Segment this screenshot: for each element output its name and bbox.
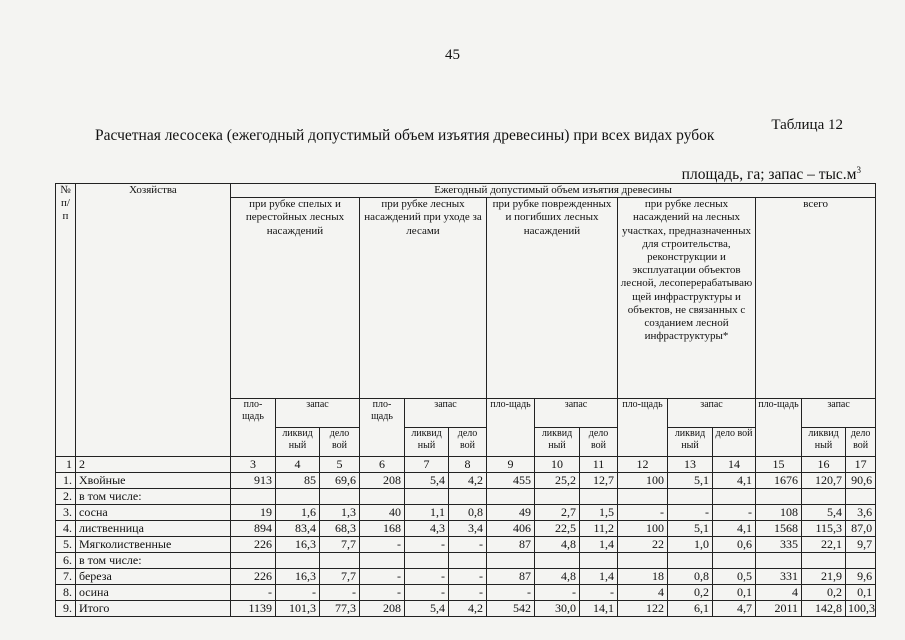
cell-value: 100,3 <box>846 601 876 617</box>
cell-value: 17 <box>846 457 876 473</box>
liquid-header: ликвид ный <box>405 428 449 457</box>
header-span: Ежегодный допустимый объем изъятия древесины <box>231 184 876 198</box>
cell-value: 913 <box>231 473 276 489</box>
cell-value: 9,6 <box>846 569 876 585</box>
cell-value <box>756 489 802 505</box>
row-farm-name: в том числе: <box>76 489 231 505</box>
cell-value: 455 <box>487 473 535 489</box>
cell-value: 120,7 <box>802 473 846 489</box>
cell-value: 12 <box>618 457 668 473</box>
cell-value <box>713 489 756 505</box>
cell-value: 2011 <box>756 601 802 617</box>
cell-value: - <box>668 505 713 521</box>
cell-value: 0,8 <box>668 569 713 585</box>
cell-value: 108 <box>756 505 802 521</box>
cell-value: 2,7 <box>535 505 580 521</box>
cell-value: 101,3 <box>276 601 320 617</box>
cell-value <box>668 489 713 505</box>
table-row <box>56 601 876 617</box>
cell-value: 4,2 <box>449 601 487 617</box>
cell-value: 226 <box>231 537 276 553</box>
cell-value: 40 <box>360 505 405 521</box>
cell-value: 0,8 <box>449 505 487 521</box>
table-label: Таблица 12 <box>771 117 843 133</box>
cell-value: 4,8 <box>535 569 580 585</box>
stock-header: запас <box>276 399 360 428</box>
row-farm-name: осина <box>76 585 231 601</box>
cell-value: 4 <box>756 585 802 601</box>
cell-value: 100 <box>618 473 668 489</box>
cell-value: 7,7 <box>320 537 360 553</box>
cell-value: 85 <box>276 473 320 489</box>
cell-value: 4,7 <box>713 601 756 617</box>
cell-value: 22 <box>618 537 668 553</box>
cell-value: 21,9 <box>802 569 846 585</box>
cell-value: 18 <box>618 569 668 585</box>
cell-value: - <box>535 585 580 601</box>
cell-value: 25,2 <box>535 473 580 489</box>
row-farm-name: в том числе: <box>76 553 231 569</box>
table-body <box>56 457 876 617</box>
cell-value: - <box>618 505 668 521</box>
cell-value <box>276 553 320 569</box>
cell-value: 226 <box>231 569 276 585</box>
cell-value <box>535 489 580 505</box>
cell-value: 15 <box>756 457 802 473</box>
cell-value <box>802 489 846 505</box>
row-number: 3. <box>56 505 76 521</box>
row-number: 9. <box>56 601 76 617</box>
table-row <box>56 585 876 601</box>
cell-value: 5,4 <box>802 505 846 521</box>
area-header: пло-щадь <box>756 399 802 457</box>
cell-value: 1139 <box>231 601 276 617</box>
cell-value: 1676 <box>756 473 802 489</box>
cell-value: - <box>449 537 487 553</box>
cell-value: 87 <box>487 537 535 553</box>
cell-value <box>320 553 360 569</box>
group-header-construction: при рубке лесных насаждений на лесных участках, предназначенных для строительства, реконструкции и эксплуатации объектов лесной, лесоперерабатываю щей инфраструктуры и объектов, не связанных с созданием лесной инфраструктуры* <box>618 198 756 399</box>
cell-value: 1,4 <box>580 569 618 585</box>
row-number: 6. <box>56 553 76 569</box>
area-header: пло-щадь <box>487 399 535 457</box>
cell-value <box>535 553 580 569</box>
liquid-header: ликвид ный <box>668 428 713 457</box>
row-number: 8. <box>56 585 76 601</box>
cell-value: 5,1 <box>668 521 713 537</box>
table-row <box>56 569 876 585</box>
cell-value: 16,3 <box>276 569 320 585</box>
cell-value <box>405 553 449 569</box>
cell-value: 208 <box>360 601 405 617</box>
cell-value: 4,1 <box>713 473 756 489</box>
header-num: № п/ п <box>56 184 76 457</box>
cell-value: 49 <box>487 505 535 521</box>
cell-value: 68,3 <box>320 521 360 537</box>
cell-value: 3,4 <box>449 521 487 537</box>
cell-value: 0,5 <box>713 569 756 585</box>
cell-value: 208 <box>360 473 405 489</box>
cell-value <box>580 489 618 505</box>
stock-header: запас <box>802 399 876 428</box>
cell-value: 4,3 <box>405 521 449 537</box>
cell-value: 331 <box>756 569 802 585</box>
cell-value <box>487 489 535 505</box>
cell-value: 115,3 <box>802 521 846 537</box>
cell-value: 11,2 <box>580 521 618 537</box>
cell-value: - <box>405 569 449 585</box>
area-header: пло-щадь <box>618 399 668 457</box>
row-farm-name: Хвойные <box>76 473 231 489</box>
cell-value: 7 <box>405 457 449 473</box>
business-header: дело вой <box>320 428 360 457</box>
table-row <box>56 505 876 521</box>
row-number: 5. <box>56 537 76 553</box>
group-header-total: всего <box>756 198 876 399</box>
cell-value: - <box>580 585 618 601</box>
row-farm-name: Мягколиственные <box>76 537 231 553</box>
header-farm: Хозяйства <box>76 184 231 457</box>
cell-value: 0,2 <box>668 585 713 601</box>
cell-value <box>756 553 802 569</box>
cell-value: - <box>449 585 487 601</box>
cell-value: 4 <box>618 585 668 601</box>
cell-value <box>618 553 668 569</box>
cell-value: - <box>276 585 320 601</box>
group-header-damaged: при рубке поврежденных и погибших лесных насаждений <box>487 198 618 399</box>
cell-value: 6 <box>360 457 405 473</box>
cell-value <box>231 553 276 569</box>
cell-value: 3,6 <box>846 505 876 521</box>
table-title: Расчетная лесосека (ежегодный допустимый объем изъятия древесины) при всех видах рубок <box>95 127 715 144</box>
cell-value: - <box>360 585 405 601</box>
table-row <box>56 521 876 537</box>
cell-value <box>580 553 618 569</box>
cell-value <box>802 553 846 569</box>
cell-value <box>668 553 713 569</box>
cell-value: 542 <box>487 601 535 617</box>
cell-value: 168 <box>360 521 405 537</box>
liquid-header: ликвид ный <box>276 428 320 457</box>
row-farm-name: сосна <box>76 505 231 521</box>
cell-value: - <box>405 537 449 553</box>
cell-value: 142,8 <box>802 601 846 617</box>
felling-table <box>55 183 876 617</box>
cell-value <box>231 489 276 505</box>
cell-value: 22,5 <box>535 521 580 537</box>
row-number: 1. <box>56 473 76 489</box>
cell-value: 122 <box>618 601 668 617</box>
cell-value: 69,6 <box>320 473 360 489</box>
row-number: 4. <box>56 521 76 537</box>
group-header-care: при рубке лесных насаждений при уходе за лесами <box>360 198 487 399</box>
area-header: пло-щадь <box>231 399 276 457</box>
cell-value: 14 <box>713 457 756 473</box>
table-row <box>56 553 876 569</box>
cell-value: 8 <box>449 457 487 473</box>
cell-value: 0,1 <box>713 585 756 601</box>
cell-value: 87,0 <box>846 521 876 537</box>
cell-value: 0,6 <box>713 537 756 553</box>
cell-value: 1,6 <box>276 505 320 521</box>
cell-value: 6,1 <box>668 601 713 617</box>
table-row <box>56 473 876 489</box>
cell-value: 1568 <box>756 521 802 537</box>
cell-value: 14,1 <box>580 601 618 617</box>
cell-value: 4,2 <box>449 473 487 489</box>
units-text: площадь, га; запас – тыс.м <box>681 166 857 184</box>
cell-value: - <box>360 537 405 553</box>
cell-value: 16,3 <box>276 537 320 553</box>
cell-value: - <box>449 569 487 585</box>
cell-value: 9,7 <box>846 537 876 553</box>
cell-value: 1,5 <box>580 505 618 521</box>
cell-value <box>276 489 320 505</box>
cell-value: - <box>360 569 405 585</box>
cell-value: 335 <box>756 537 802 553</box>
cell-value: 77,3 <box>320 601 360 617</box>
cell-value <box>713 553 756 569</box>
liquid-header: ликвид ный <box>802 428 846 457</box>
cell-value: - <box>405 585 449 601</box>
units-superscript: 3 <box>856 165 861 175</box>
cell-value: 100 <box>618 521 668 537</box>
cell-value: 16 <box>802 457 846 473</box>
area-header: пло-щадь <box>360 399 405 457</box>
cell-value: 10 <box>535 457 580 473</box>
row-number: 2. <box>56 489 76 505</box>
cell-value <box>449 489 487 505</box>
row-number: 1 <box>56 457 76 473</box>
cell-value: - <box>320 585 360 601</box>
liquid-header: ликвид ный <box>535 428 580 457</box>
cell-value: - <box>487 585 535 601</box>
cell-value: 22,1 <box>802 537 846 553</box>
cell-value: 1,3 <box>320 505 360 521</box>
cell-value: - <box>231 585 276 601</box>
cell-value <box>449 553 487 569</box>
group-header-mature: при рубке спелых и перестойных лесных насаждений <box>231 198 360 399</box>
page-number: 45 <box>445 47 460 63</box>
cell-value <box>360 489 405 505</box>
row-number: 7. <box>56 569 76 585</box>
cell-value: 0,1 <box>846 585 876 601</box>
table-row <box>56 489 876 505</box>
row-farm-name: береза <box>76 569 231 585</box>
cell-value: 406 <box>487 521 535 537</box>
cell-value: 894 <box>231 521 276 537</box>
table-row <box>56 457 876 473</box>
cell-value: 13 <box>668 457 713 473</box>
cell-value: 3 <box>231 457 276 473</box>
cell-value: 12,7 <box>580 473 618 489</box>
business-header: дело вой <box>580 428 618 457</box>
cell-value: 1,4 <box>580 537 618 553</box>
cell-value <box>405 489 449 505</box>
cell-value: 90,6 <box>846 473 876 489</box>
table-row <box>56 537 876 553</box>
cell-value <box>320 489 360 505</box>
cell-value <box>618 489 668 505</box>
cell-value: 1,1 <box>405 505 449 521</box>
cell-value <box>360 553 405 569</box>
cell-value: 5,4 <box>405 473 449 489</box>
cell-value: 83,4 <box>276 521 320 537</box>
stock-header: запас <box>405 399 487 428</box>
units-label <box>682 165 861 184</box>
stock-header: запас <box>668 399 756 428</box>
cell-value: 9 <box>487 457 535 473</box>
cell-value: 5,1 <box>668 473 713 489</box>
cell-value: - <box>713 505 756 521</box>
row-farm-name: Итого <box>76 601 231 617</box>
cell-value: 1,0 <box>668 537 713 553</box>
cell-value: 5 <box>320 457 360 473</box>
cell-value: 7,7 <box>320 569 360 585</box>
business-header: дело вой <box>846 428 876 457</box>
cell-value: 19 <box>231 505 276 521</box>
cell-value <box>846 489 876 505</box>
row-farm-name: лиственница <box>76 521 231 537</box>
cell-value: 4,1 <box>713 521 756 537</box>
cell-value: 11 <box>580 457 618 473</box>
cell-value <box>846 553 876 569</box>
cell-value: 4 <box>276 457 320 473</box>
cell-value: 5,4 <box>405 601 449 617</box>
cell-value: 4,8 <box>535 537 580 553</box>
business-header: дело вой <box>713 428 756 457</box>
cell-value <box>487 553 535 569</box>
cell-value: 30,0 <box>535 601 580 617</box>
business-header: дело вой <box>449 428 487 457</box>
stock-header: запас <box>535 399 618 428</box>
cell-value: 0,2 <box>802 585 846 601</box>
cell-value: 87 <box>487 569 535 585</box>
row-farm-name: 2 <box>76 457 231 473</box>
